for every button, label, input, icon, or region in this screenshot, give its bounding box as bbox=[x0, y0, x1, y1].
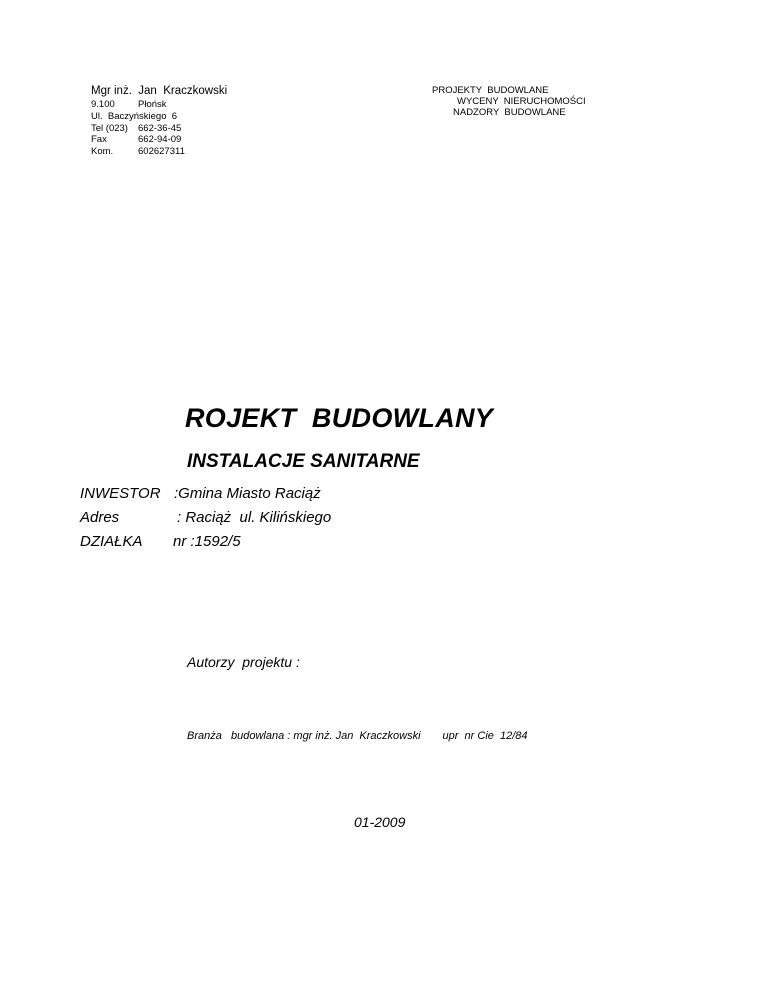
investor-line bbox=[80, 486, 321, 501]
investor-value: :Gmina Miasto Raciąż bbox=[174, 485, 321, 502]
document-date: 01-2009 bbox=[354, 814, 406, 830]
fax-label: Fax bbox=[91, 134, 107, 145]
address-label: Adres bbox=[80, 509, 120, 526]
address-city-line bbox=[91, 100, 167, 110]
postal-code: 9.100 bbox=[91, 99, 115, 110]
address-line bbox=[80, 510, 331, 525]
plot-line bbox=[80, 534, 241, 549]
service-projects: PROJEKTY BUDOWLANE bbox=[432, 85, 549, 96]
authors-heading: Autorzy projektu : bbox=[187, 654, 300, 670]
author-name: Mgr inż. Jan Kraczkowski bbox=[91, 85, 228, 97]
document-title: ROJEKT BUDOWLANY bbox=[185, 403, 494, 433]
plot-value: nr :1592/5 bbox=[173, 533, 241, 550]
fax-line bbox=[91, 135, 181, 145]
phone-line bbox=[91, 124, 181, 134]
mobile-line bbox=[91, 147, 185, 157]
city-name: Płońsk bbox=[138, 99, 167, 110]
author-discipline: Branża budowlana : mgr inż. Jan Kraczkowski bbox=[187, 730, 421, 742]
fax-value: 662-94-09 bbox=[138, 134, 182, 145]
plot-label: DZIAŁKA bbox=[80, 533, 143, 550]
investor-label: INWESTOR bbox=[80, 485, 161, 502]
address-value: : Raciąż ul. Kilińskiego bbox=[177, 509, 332, 526]
author-permit: upr nr Cie 12/84 bbox=[442, 730, 528, 742]
phone-label: Tel (023) bbox=[91, 123, 128, 134]
authors-entry bbox=[187, 731, 528, 742]
service-supervision: NADZORY BUDOWLANE bbox=[453, 107, 566, 118]
mobile-value: 602627311 bbox=[138, 146, 185, 157]
address-street: Ul. Baczyńskiego 6 bbox=[91, 111, 178, 122]
service-valuation: WYCENY NIERUCHOMOŚCI bbox=[457, 96, 586, 107]
mobile-label: Kom. bbox=[91, 146, 114, 157]
document-subtitle: INSTALACJE SANITARNE bbox=[187, 451, 420, 472]
phone-value: 662-36-45 bbox=[138, 123, 182, 134]
